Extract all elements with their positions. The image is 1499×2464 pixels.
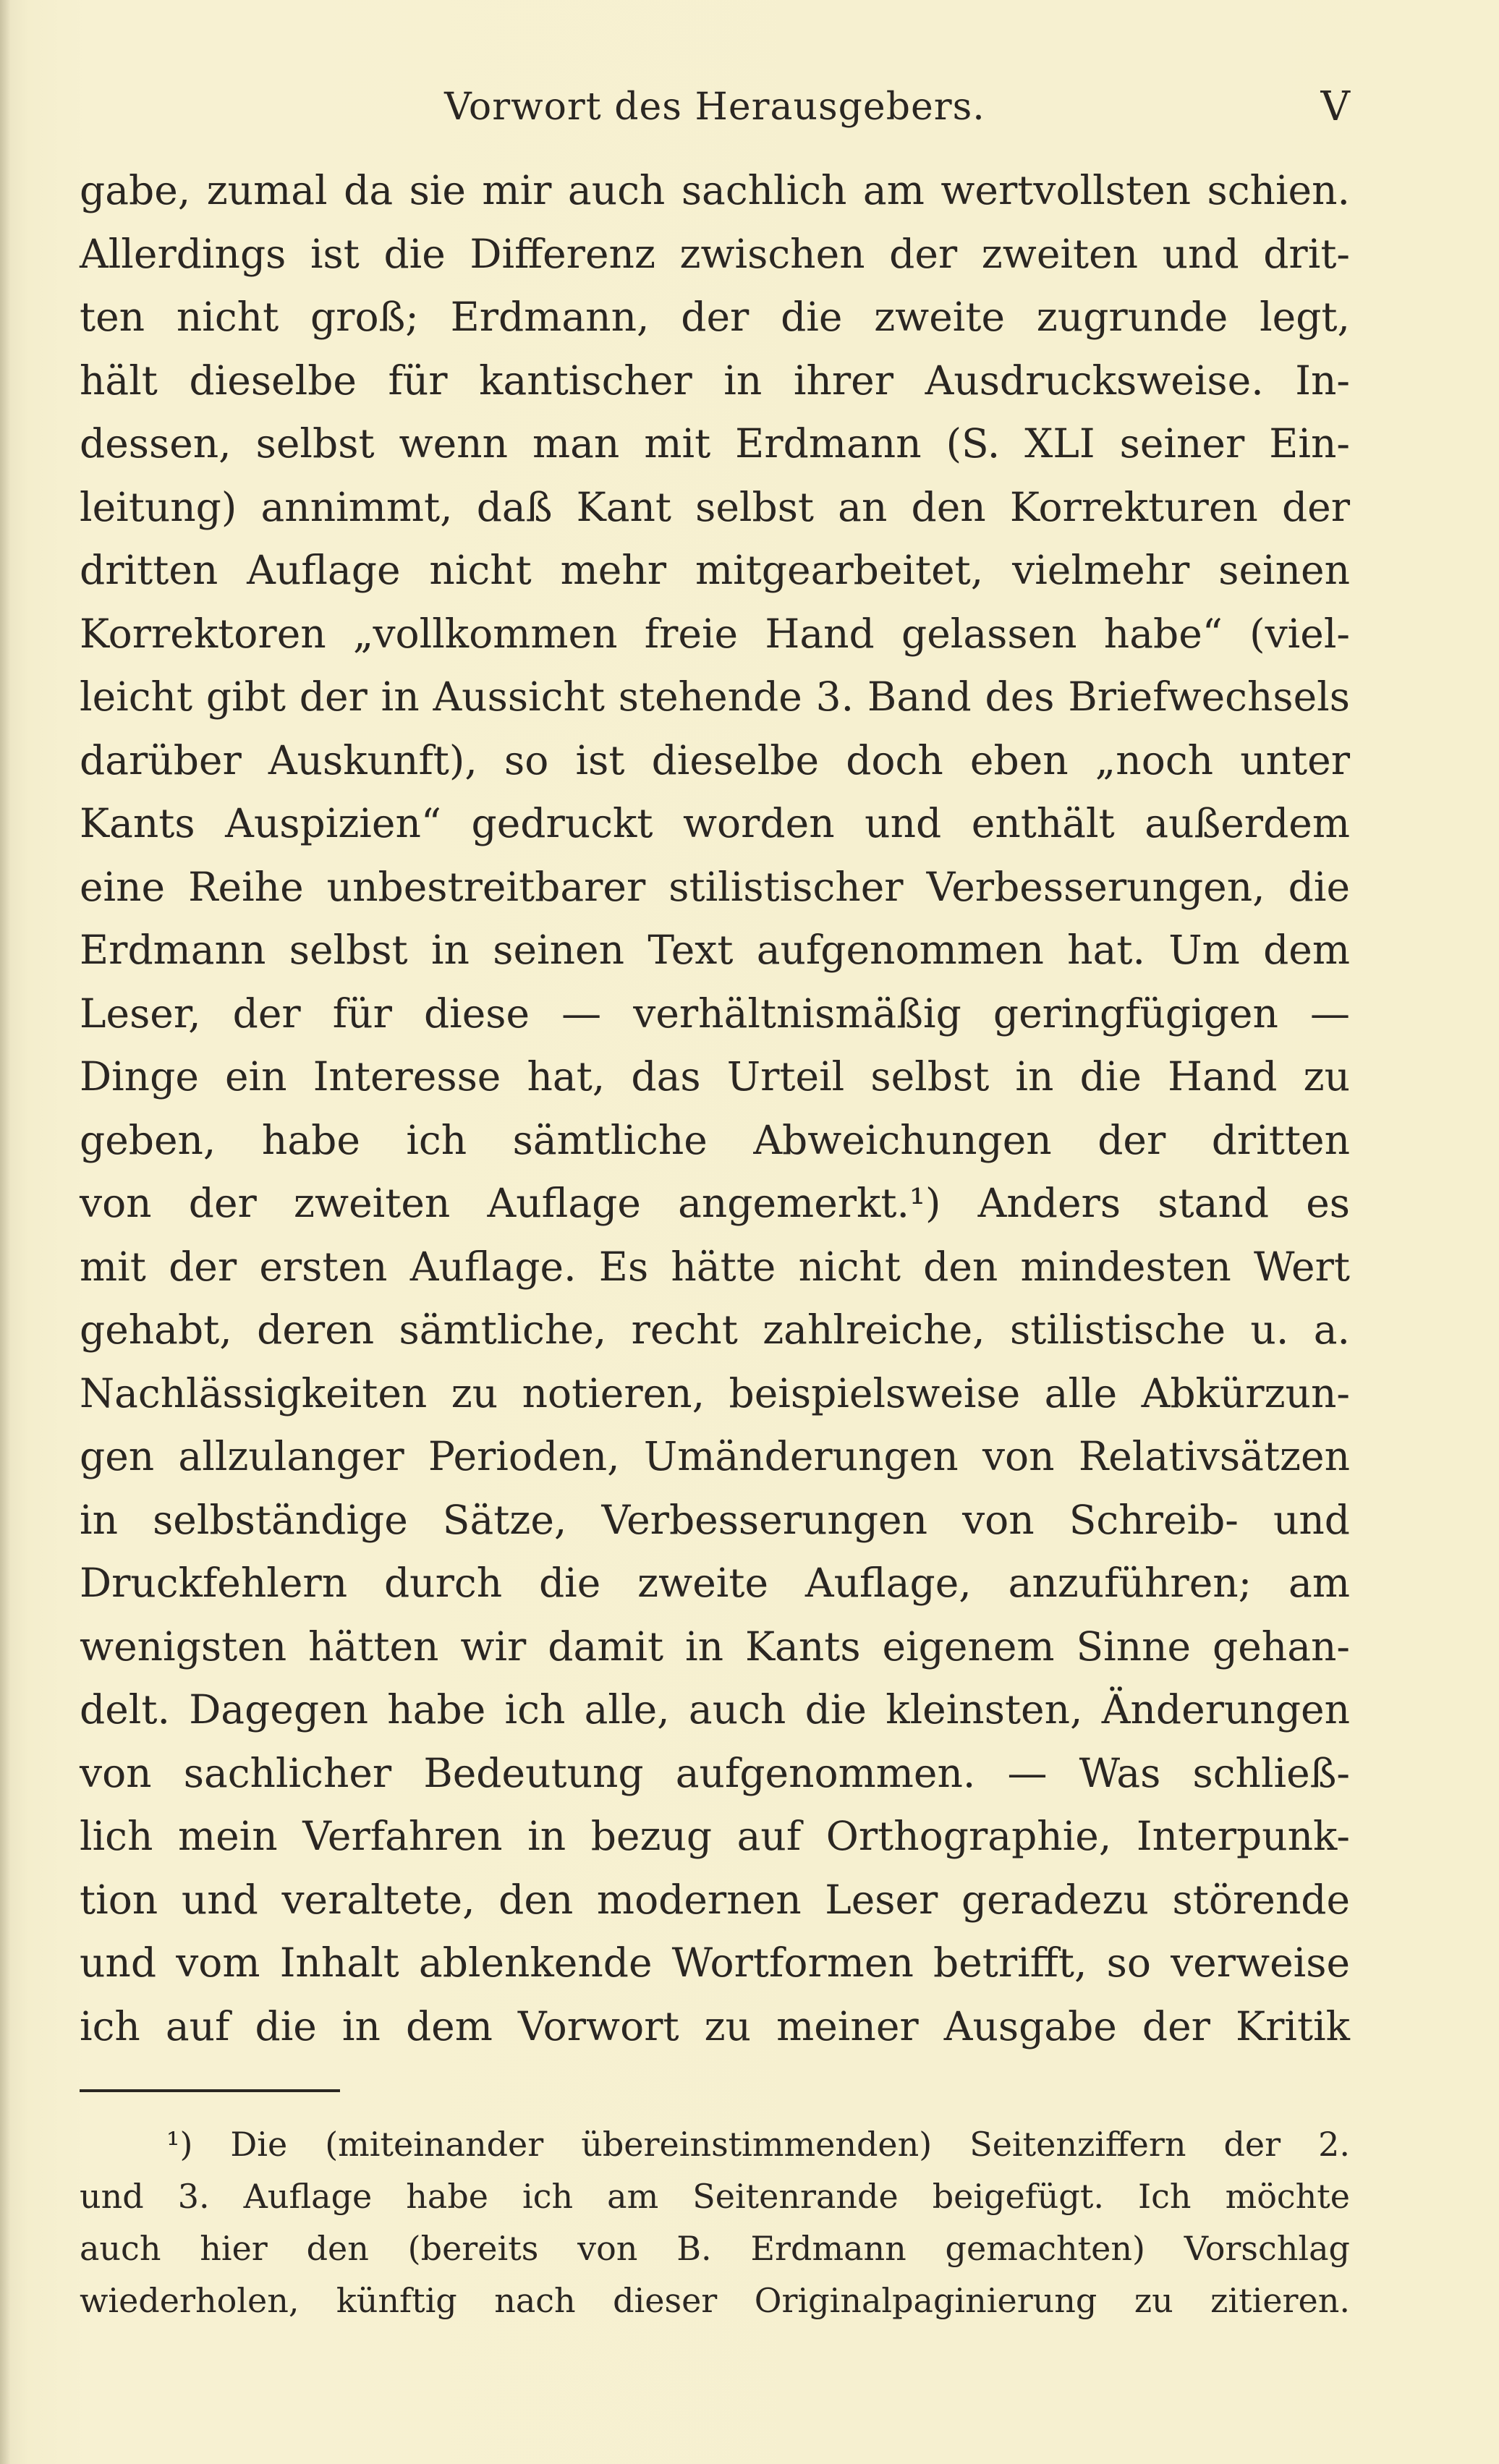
text-line: Leser, der für diese — verhältnismäßig geringfügigen —	[80, 990, 1350, 1037]
text-line: delt. Dagegen habe ich alle, auch die kleinsten, Änderungen	[80, 1686, 1350, 1733]
page-number: V	[1320, 83, 1350, 130]
text-line: gabe, zumal da sie mir auch sachlich am wertvollsten schien.	[80, 167, 1350, 213]
text-line: Kants Auspizien“ gedruckt worden und enthält außerdem	[80, 800, 1350, 846]
footnote-line: ¹) Die (miteinander übereinstimmenden) Seitenziffern der 2.	[166, 2125, 1350, 2164]
body-text	[80, 159, 1350, 2058]
text-line: gehabt, deren sämtliche, recht zahlreiche, stilistische u. a.	[80, 1307, 1350, 1353]
text-line: Allerdings ist die Differenz zwischen der zweiten und drit-	[80, 230, 1350, 277]
footnote-line: wiederholen, künftig nach dieser Originalpaginierung zu zitieren.	[80, 2281, 1350, 2320]
text-line: Druckfehlern durch die zweite Auflage, anzuführen; am	[80, 1560, 1350, 1606]
text-line: dessen, selbst wenn man mit Erdmann (S. XLI seiner Ein-	[80, 420, 1350, 467]
running-title: Vorwort des Herausgebers.	[444, 85, 985, 129]
text-line: mit der ersten Auflage. Es hätte nicht den mindesten Wert	[80, 1243, 1350, 1290]
footnote	[80, 2118, 1350, 2327]
text-line: ich auf die in dem Vorwort zu meiner Ausgabe der Kritik	[80, 2002, 1350, 2049]
text-line: Erdmann selbst in seinen Text aufgenommen hat. Um dem	[80, 927, 1350, 973]
text-line: leicht gibt der in Aussicht stehende 3. Band des Briefwechsels	[80, 674, 1350, 720]
text-line: darüber Auskunft), so ist dieselbe doch eben „noch unter	[80, 736, 1350, 783]
text-line: leitung) annimmt, daß Kant selbst an den Korrekturen der	[80, 483, 1350, 530]
text-line: Korrektoren „vollkommen freie Hand gelassen habe“ (viel-	[80, 610, 1350, 657]
text-line: gen allzulanger Perioden, Umänderungen von Relativsätzen	[80, 1433, 1350, 1479]
footnote-line: auch hier den (bereits von B. Erdmann gemachten) Vorschlag	[80, 2229, 1350, 2268]
footnote-rule	[80, 2089, 340, 2092]
text-line: Nachlässigkeiten zu notieren, beispielsweise alle Abkürzun-	[80, 1369, 1350, 1416]
text-line: in selbständige Sätze, Verbesserungen von Schreib- und	[80, 1496, 1350, 1543]
text-line: wenigsten hätten wir damit in Kants eigenem Sinne gehan-	[80, 1623, 1350, 1670]
text-line: Dinge ein Interesse hat, das Urteil selbst in die Hand zu	[80, 1053, 1350, 1100]
text-line: hält dieselbe für kantischer in ihrer Ausdrucksweise. In-	[80, 357, 1350, 404]
page-gutter-edge	[0, 0, 10, 2464]
running-head	[80, 78, 1350, 136]
text-line: geben, habe ich sämtliche Abweichungen der dritten	[80, 1116, 1350, 1163]
text-line: tion und veraltete, den modernen Leser geradezu störende	[80, 1876, 1350, 1923]
footnote-line: und 3. Auflage habe ich am Seitenrande beigefügt. Ich möchte	[80, 2177, 1350, 2216]
text-line: ten nicht groß; Erdmann, der die zweite zugrunde legt,	[80, 294, 1350, 340]
text-line: von sachlicher Bedeutung aufgenommen. — Was schließ-	[80, 1749, 1350, 1796]
text-line: und vom Inhalt ablenkende Wortformen betrifft, so verweise	[80, 1940, 1350, 1986]
text-line: eine Reihe unbestreitbarer stilistischer Verbesserungen, die	[80, 863, 1350, 910]
text-line: lich mein Verfahren in bezug auf Orthographie, Interpunk-	[80, 1813, 1350, 1859]
text-line: von der zweiten Auflage angemerkt.¹) Anders stand es	[80, 1180, 1350, 1226]
text-line: dritten Auflage nicht mehr mitgearbeitet, vielmehr seinen	[80, 547, 1350, 593]
